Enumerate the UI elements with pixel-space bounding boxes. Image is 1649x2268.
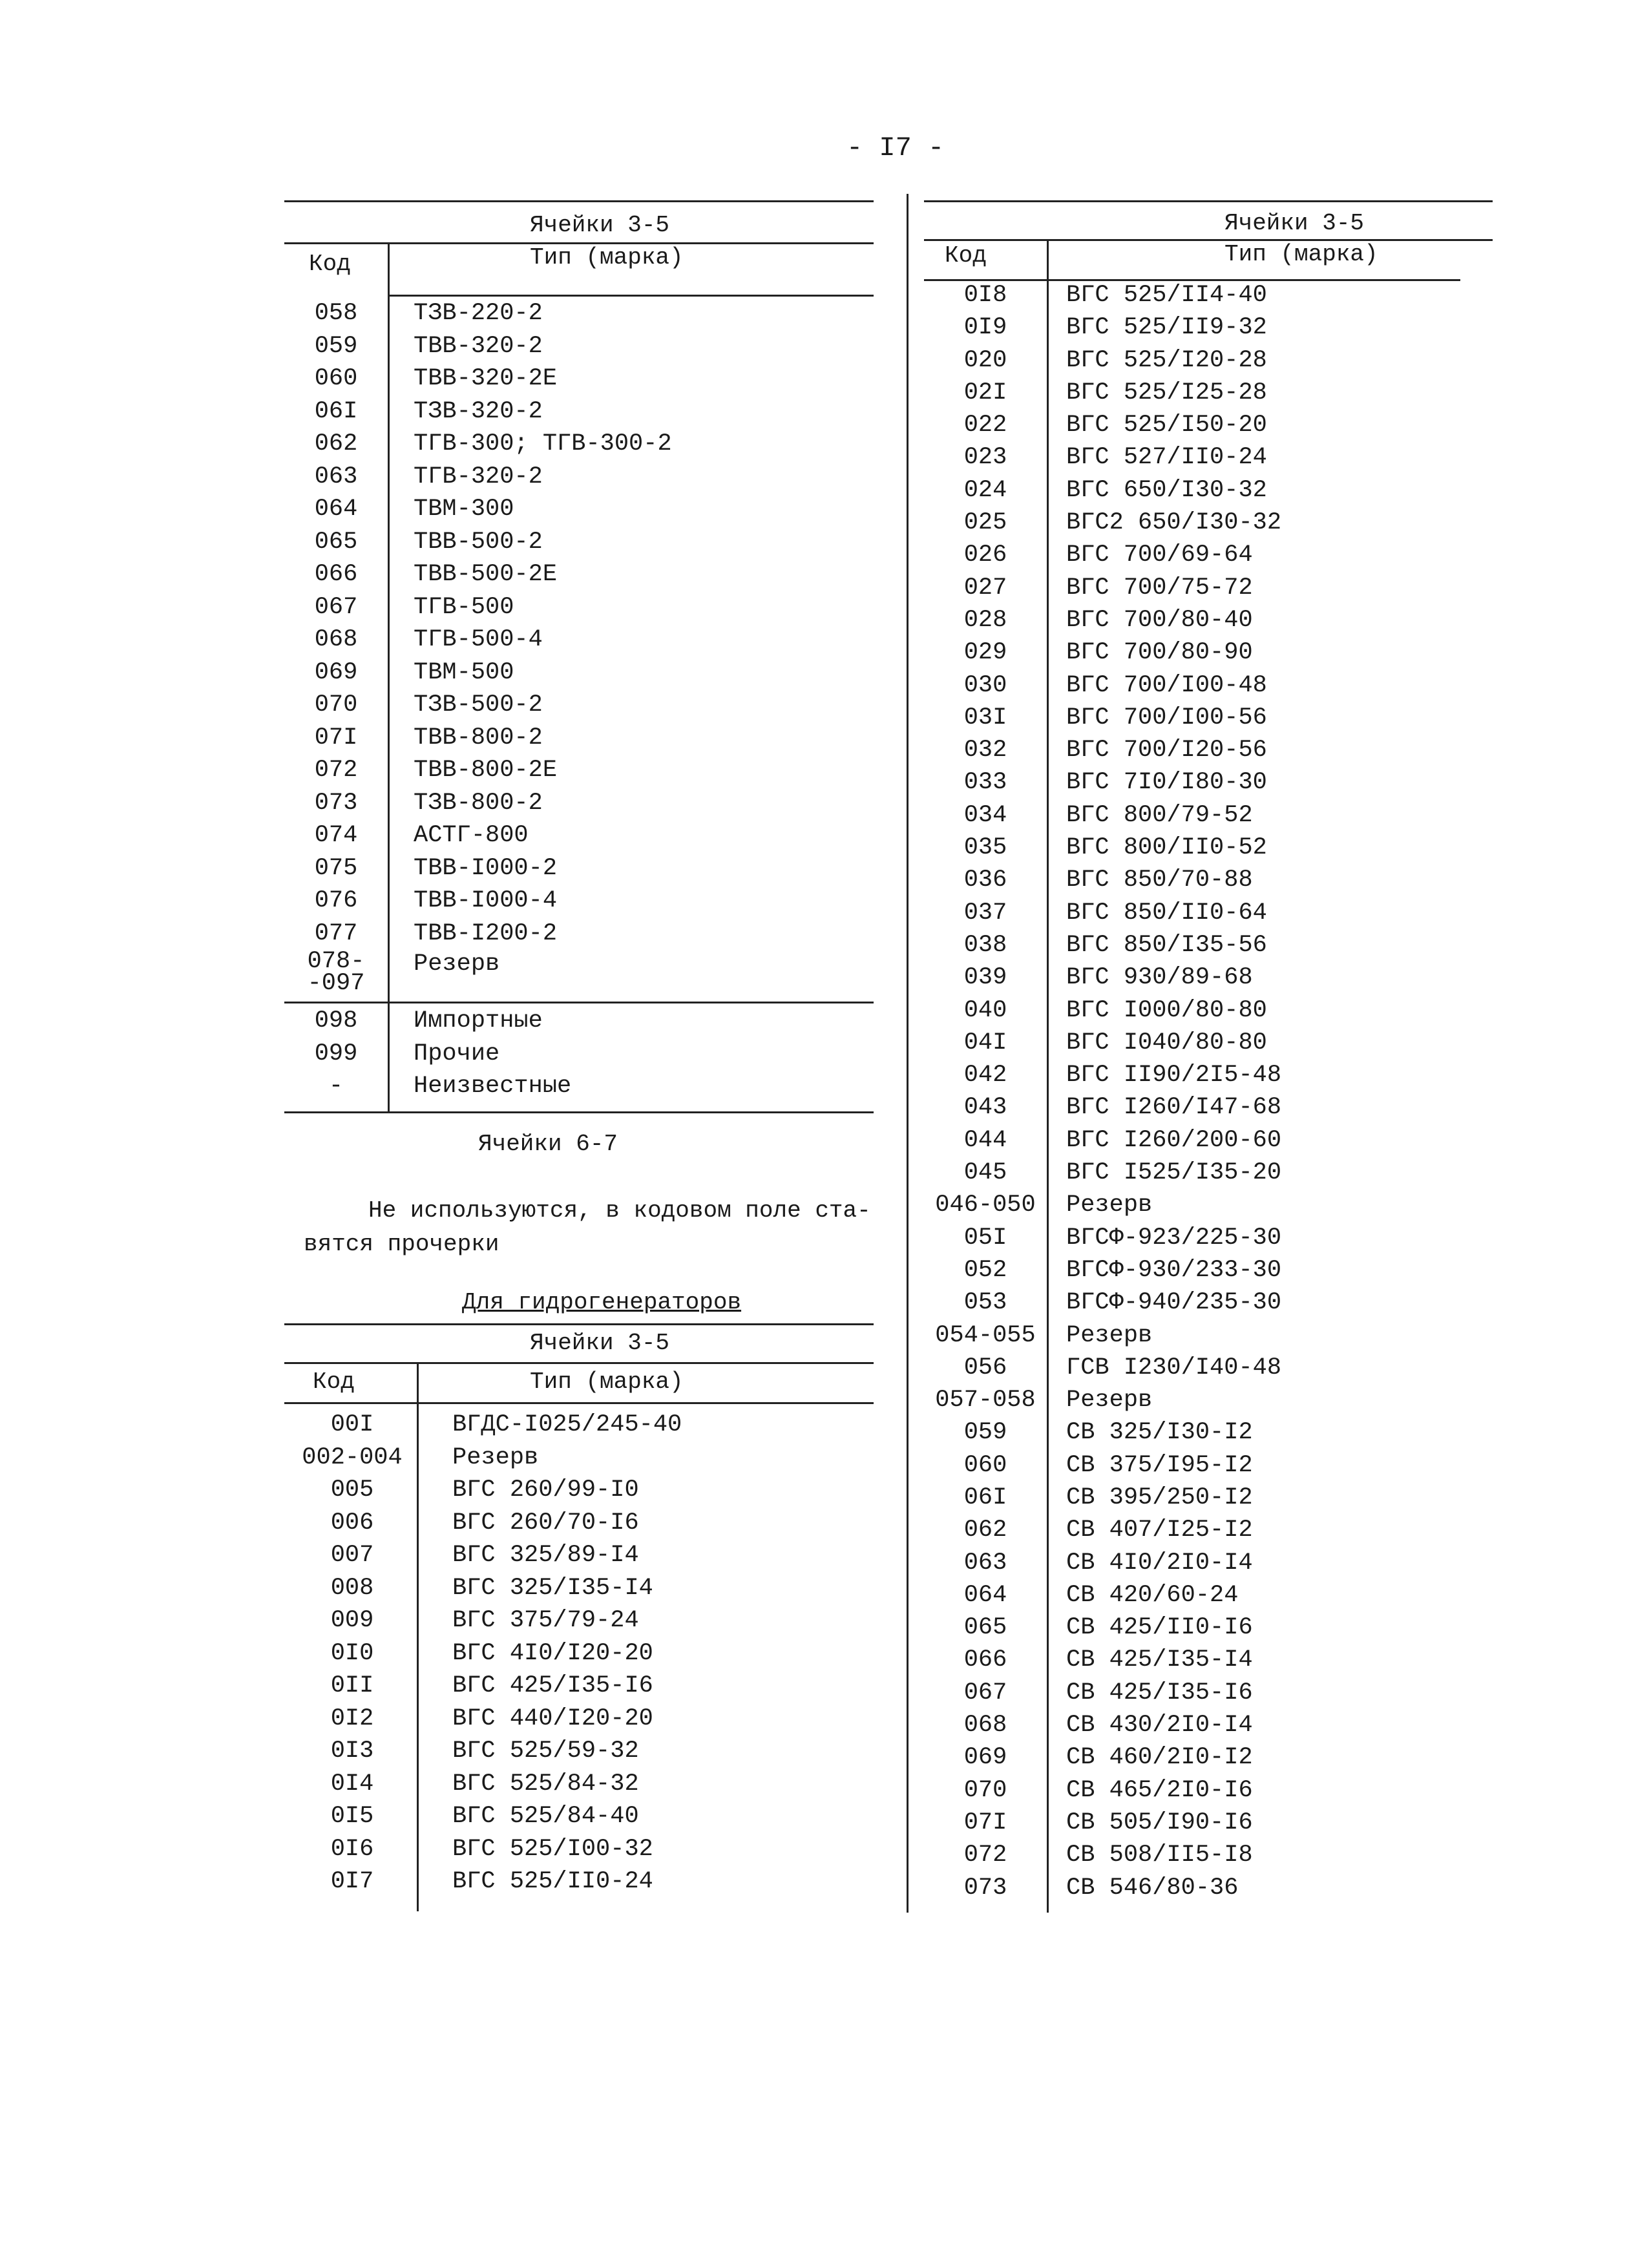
row-code: 064 <box>314 496 358 523</box>
row-code: 0I2 <box>330 1705 374 1732</box>
row-code: 068 <box>314 626 358 653</box>
row-code: 069 <box>314 658 358 686</box>
row-type: ВГС 525/II9-32 <box>1066 314 1267 342</box>
row-code: 005 <box>330 1476 374 1504</box>
row-code: 008 <box>330 1574 374 1602</box>
row-code: 032 <box>963 737 1007 764</box>
row-code: 060 <box>963 1451 1007 1479</box>
row-code: 056 <box>963 1354 1007 1381</box>
table-row <box>0 1222 1551 1254</box>
row-type: ТВВ-320-2 <box>414 332 543 360</box>
table-row <box>0 1644 1551 1676</box>
row-code: 030 <box>963 671 1007 699</box>
table-row <box>0 1449 1551 1482</box>
row-type: ТЗВ-220-2 <box>414 300 543 327</box>
row-code: 072 <box>963 1842 1007 1869</box>
row-type: ТВВ-I000-4 <box>414 887 558 914</box>
row-type: СВ 375/I95-I2 <box>1066 1451 1253 1479</box>
row-code: 0I9 <box>963 314 1007 342</box>
table-row <box>0 1416 1551 1449</box>
row-type: ВГС 325/I35-I4 <box>452 1574 653 1602</box>
table-row <box>0 507 1551 539</box>
row-type: ВГС 375/79-24 <box>452 1607 639 1634</box>
table-row <box>0 636 1551 669</box>
row-type: ТВВ-I000-2 <box>414 854 558 882</box>
row-type: ВГС 440/I20-20 <box>452 1705 653 1732</box>
row-code: 06I <box>314 397 358 425</box>
row-code: 02I <box>963 379 1007 406</box>
row-type: ВГС 525/84-32 <box>452 1770 639 1798</box>
row-type: Резерв <box>452 1444 539 1471</box>
cells67-note-line: вятся прочерки <box>304 1231 499 1257</box>
row-type: ВГС 700/69-64 <box>1066 541 1253 569</box>
row-type: ГСВ I230/I40-48 <box>1066 1354 1282 1381</box>
row-code: 0I4 <box>330 1770 374 1798</box>
row-code: 074 <box>314 822 358 849</box>
row-code: 034 <box>963 801 1007 829</box>
header-code: Код <box>945 242 987 269</box>
header-type: Тип (марка) <box>1224 241 1378 268</box>
table-row <box>0 604 1551 636</box>
row-type: Резерв <box>414 950 500 978</box>
row-type: СВ 460/2I0-I2 <box>1066 1744 1253 1772</box>
row-type: ВГС I260/200-60 <box>1066 1126 1282 1154</box>
table-row <box>0 311 1551 344</box>
row-code: 029 <box>963 639 1007 667</box>
table-row <box>0 1189 1551 1221</box>
table-row <box>0 669 1551 702</box>
table-row <box>0 572 1551 604</box>
row-type: ВГС 650/I30-32 <box>1066 476 1267 504</box>
table-row <box>0 1482 1551 1514</box>
row-code: 077 <box>314 919 358 947</box>
row-type: ВГС 425/I35-I6 <box>452 1672 653 1699</box>
row-code: 078- <box>307 948 365 975</box>
row-type: ВГС2 650/I30-32 <box>1066 509 1282 537</box>
row-code: 0I8 <box>963 282 1007 309</box>
row-type: ТГВ-500 <box>414 593 514 621</box>
table-row <box>0 1612 1551 1644</box>
row-type: ВГС 850/II0-64 <box>1066 899 1267 927</box>
table-row <box>0 441 1551 474</box>
hydro-title: Для гидрогенераторов <box>462 1289 742 1316</box>
table-row <box>0 1807 1551 1839</box>
table-group-caption: Ячейки 3-5 <box>1224 210 1365 236</box>
row-type: СВ 465/2I0-I6 <box>1066 1776 1253 1804</box>
table-row <box>0 377 1551 409</box>
row-code: 043 <box>963 1094 1007 1122</box>
page-number: - I7 - <box>846 132 945 163</box>
table-row <box>0 1059 1551 1091</box>
row-code: 075 <box>314 854 358 882</box>
row-code: 03I <box>963 704 1007 731</box>
row-type: ВГС 527/II0-24 <box>1066 444 1267 472</box>
row-type: ВГС 525/II0-24 <box>452 1868 653 1895</box>
row-code: 045 <box>963 1159 1007 1187</box>
row-type: ВГС II90/2I5-48 <box>1066 1062 1282 1089</box>
row-code: 063 <box>314 463 358 490</box>
row-code: 065 <box>314 528 358 556</box>
row-code: 065 <box>963 1614 1007 1642</box>
row-type: ВГСФ-940/235-30 <box>1066 1289 1282 1317</box>
header-code: Код <box>309 251 351 277</box>
row-type: СВ 508/II5-I8 <box>1066 1842 1253 1869</box>
row-code: 099 <box>314 1040 358 1067</box>
table-row <box>0 734 1551 766</box>
row-code: 072 <box>314 757 358 784</box>
row-type: СВ 420/60-24 <box>1066 1581 1239 1609</box>
table-row <box>0 1157 1551 1189</box>
row-code: 0I7 <box>330 1868 374 1895</box>
row-type: ТГВ-300; ТГВ-300-2 <box>414 430 672 457</box>
row-type: ТВВ-320-2Е <box>414 365 558 392</box>
header-type: Тип (марка) <box>530 244 684 271</box>
row-code: 042 <box>963 1062 1007 1089</box>
row-code: 066 <box>314 561 358 588</box>
row-code: 0I5 <box>330 1803 374 1830</box>
row-code: 022 <box>963 412 1007 439</box>
rule <box>924 239 1493 241</box>
table-row <box>0 766 1551 799</box>
row-code: 060 <box>314 365 358 392</box>
table-row <box>0 702 1551 734</box>
row-code: 035 <box>963 834 1007 862</box>
table-row <box>0 1124 1551 1157</box>
table-row <box>0 1514 1551 1546</box>
row-code: 044 <box>963 1126 1007 1154</box>
row-type: ВГС 260/99-I0 <box>452 1476 639 1504</box>
row-code: 098 <box>314 1007 358 1034</box>
row-type: ТВВ-500-2 <box>414 528 543 556</box>
row-code: 068 <box>963 1712 1007 1739</box>
row-type: ВГС I260/I47-68 <box>1066 1094 1282 1122</box>
row-type: Импортные <box>414 1007 543 1034</box>
row-type: ВГС 7I0/I80-30 <box>1066 769 1267 797</box>
row-code: 07I <box>314 724 358 751</box>
row-type: ВГС 700/75-72 <box>1066 574 1253 602</box>
row-code: 026 <box>963 541 1007 569</box>
row-type: СВ 425/I35-I6 <box>1066 1679 1253 1706</box>
row-type: ВГС I525/I35-20 <box>1066 1159 1282 1187</box>
row-code: 0I0 <box>330 1639 374 1667</box>
table-row <box>0 344 1551 377</box>
row-type: Неизвестные <box>414 1073 572 1100</box>
table-row <box>0 897 1551 929</box>
row-code: 067 <box>963 1679 1007 1706</box>
row-code: 037 <box>963 899 1007 927</box>
row-code: 039 <box>963 964 1007 992</box>
row-type: ТВВ-800-2 <box>414 724 543 751</box>
row-type: ВГС 700/I00-56 <box>1066 704 1267 731</box>
row-type: ВГС 525/I25-28 <box>1066 379 1267 406</box>
row-type: ТВМ-500 <box>414 658 514 686</box>
row-code: 073 <box>314 789 358 817</box>
row-code: 064 <box>963 1581 1007 1609</box>
row-type: ВГС 325/89-I4 <box>452 1542 639 1569</box>
row-type: ТЗВ-320-2 <box>414 397 543 425</box>
row-type: ВГСФ-930/233-30 <box>1066 1256 1282 1284</box>
table-row <box>0 1677 1551 1709</box>
header-type: Тип (марка) <box>530 1369 684 1395</box>
table-row <box>0 1319 1551 1352</box>
row-code: 069 <box>963 1744 1007 1772</box>
row-code: 046-050 <box>935 1192 1036 1219</box>
table-row <box>0 994 1551 1027</box>
row-type: ВГС 800/79-52 <box>1066 801 1253 829</box>
row-type: ТВМ-300 <box>414 496 514 523</box>
row-type: ТВВ-800-2Е <box>414 757 558 784</box>
row-type: СВ 430/2I0-I4 <box>1066 1712 1253 1739</box>
row-code: 040 <box>963 996 1007 1024</box>
table-row <box>0 1872 1551 1904</box>
row-type: СВ 505/I90-I6 <box>1066 1809 1253 1836</box>
table-row <box>0 1547 1551 1579</box>
table-row <box>0 1774 1551 1807</box>
row-type: ТВВ-I200-2 <box>414 919 558 947</box>
row-type: ВГС 525/I50-20 <box>1066 412 1267 439</box>
table-row <box>0 1091 1551 1124</box>
table-row <box>0 799 1551 832</box>
row-type: ВГС 700/80-90 <box>1066 639 1253 667</box>
row-type: Резерв <box>1066 1192 1153 1219</box>
row-type: Резерв <box>1066 1387 1153 1414</box>
row-type: СВ 425/I35-I4 <box>1066 1646 1253 1674</box>
row-type: ВГДС-I025/245-40 <box>452 1411 682 1438</box>
row-code: 070 <box>963 1776 1007 1804</box>
table-row <box>0 1352 1551 1384</box>
row-type: ВГС 700/I00-48 <box>1066 671 1267 699</box>
cells67-note-line: Не используются, в кодовом поле ста- <box>368 1197 871 1224</box>
table-group-caption: Ячейки 3-5 <box>530 1330 670 1356</box>
row-type: ВГС I040/80-80 <box>1066 1029 1267 1056</box>
row-code: 066 <box>963 1646 1007 1674</box>
row-type: Прочие <box>414 1040 500 1067</box>
row-type: ТГВ-320-2 <box>414 463 543 490</box>
table-row <box>0 279 1551 311</box>
rule <box>924 200 1493 202</box>
table-row <box>0 1709 1551 1741</box>
row-code: 062 <box>963 1517 1007 1544</box>
row-type: Резерв <box>1066 1321 1153 1349</box>
row-code: 076 <box>314 887 358 914</box>
row-type: ВГС 525/I00-32 <box>452 1835 653 1863</box>
row-type: ТЗВ-500-2 <box>414 691 543 719</box>
row-code: 007 <box>330 1542 374 1569</box>
table-row <box>0 539 1551 571</box>
table-row <box>0 1839 1551 1871</box>
row-code: 059 <box>314 332 358 360</box>
cells67-title: Ячейки 6-7 <box>478 1131 618 1157</box>
row-code: - <box>328 1073 344 1100</box>
row-code: 058 <box>314 300 358 327</box>
row-type: СВ 4I0/2I0-I4 <box>1066 1549 1253 1577</box>
row-type: ВГС 525/I20-28 <box>1066 346 1267 374</box>
row-code: 05I <box>963 1224 1007 1252</box>
table-row <box>0 1384 1551 1416</box>
row-code: 07I <box>963 1809 1007 1836</box>
row-code: 063 <box>963 1549 1007 1577</box>
row-type: ВГС 525/II4-40 <box>1066 282 1267 309</box>
row-code: 028 <box>963 606 1007 634</box>
table-row <box>0 929 1551 961</box>
row-code: 062 <box>314 430 358 457</box>
row-code: 057-058 <box>935 1387 1036 1414</box>
row-type: СВ 546/80-36 <box>1066 1874 1239 1902</box>
row-type: ТВВ-500-2Е <box>414 561 558 588</box>
row-code: 038 <box>963 931 1007 959</box>
row-type: ТГВ-500-4 <box>414 626 543 653</box>
table-row <box>0 1254 1551 1286</box>
row-code: 052 <box>963 1256 1007 1284</box>
row-code: 025 <box>963 509 1007 537</box>
row-code: 0II <box>330 1672 374 1699</box>
row-code: 0I3 <box>330 1738 374 1765</box>
row-code: 054-055 <box>935 1321 1036 1349</box>
table-row <box>0 1286 1551 1319</box>
table-row <box>0 409 1551 441</box>
row-code: 070 <box>314 691 358 719</box>
row-code: 023 <box>963 444 1007 472</box>
row-type: ВГС 800/II0-52 <box>1066 834 1267 862</box>
row-code: 024 <box>963 476 1007 504</box>
row-code: 033 <box>963 769 1007 797</box>
table-row <box>0 961 1551 994</box>
row-type: ВГС 700/I20-56 <box>1066 737 1267 764</box>
row-type: СВ 395/250-I2 <box>1066 1484 1253 1511</box>
row-type: ВГС 930/89-68 <box>1066 964 1253 992</box>
row-code: 009 <box>330 1607 374 1634</box>
row-type: ВГС 525/84-40 <box>452 1803 639 1830</box>
row-code: 006 <box>330 1509 374 1537</box>
row-type: ВГС 4I0/I20-20 <box>452 1639 653 1667</box>
row-type: ТЗВ-800-2 <box>414 789 543 817</box>
row-type: СВ 425/II0-I6 <box>1066 1614 1253 1642</box>
row-code: 073 <box>963 1874 1007 1902</box>
row-type: ВГС 525/59-32 <box>452 1738 639 1765</box>
row-code: 059 <box>963 1419 1007 1447</box>
table-row <box>0 864 1551 896</box>
row-type: ВГС 260/70-I6 <box>452 1509 639 1537</box>
row-code: 027 <box>963 574 1007 602</box>
row-code: 002-004 <box>302 1444 403 1471</box>
row-type: СВ 325/I30-I2 <box>1066 1419 1253 1447</box>
row-type: ВГС 850/I35-56 <box>1066 931 1267 959</box>
row-code: 00I <box>330 1411 374 1438</box>
row-type: СВ 407/I25-I2 <box>1066 1517 1253 1544</box>
row-code: 036 <box>963 866 1007 894</box>
row-code: 067 <box>314 593 358 621</box>
table-row <box>0 1741 1551 1774</box>
table-row <box>0 832 1551 864</box>
row-code: -097 <box>307 970 365 997</box>
table-row <box>0 1027 1551 1059</box>
row-type: ВГС 850/70-88 <box>1066 866 1253 894</box>
right-table-rows <box>0 279 1551 1904</box>
row-type: ВГС 700/80-40 <box>1066 606 1253 634</box>
row-type: ВГС I000/80-80 <box>1066 996 1267 1024</box>
row-type: ВГСФ-923/225-30 <box>1066 1224 1282 1252</box>
table-group-caption: Ячейки 3-5 <box>530 212 670 238</box>
row-code: 053 <box>963 1289 1007 1317</box>
row-code: 0I6 <box>330 1835 374 1863</box>
row-type: АСТГ-800 <box>414 822 529 849</box>
row-code: 06I <box>963 1484 1007 1511</box>
table-row <box>0 1579 1551 1612</box>
row-code: 020 <box>963 346 1007 374</box>
table-row <box>0 474 1551 507</box>
row-code: 04I <box>963 1029 1007 1056</box>
header-code: Код <box>313 1369 355 1395</box>
